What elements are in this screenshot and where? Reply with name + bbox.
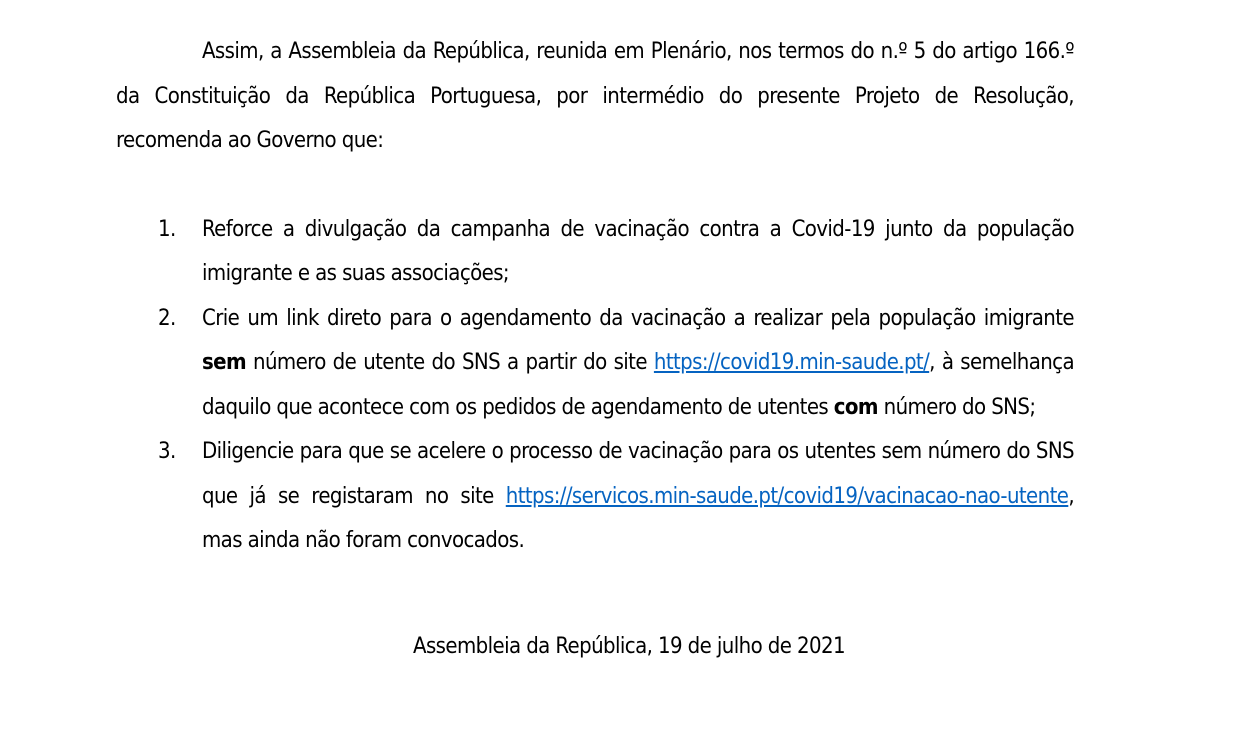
list-item-1 xyxy=(116,208,1074,297)
list-item-text: número do SNS; xyxy=(877,394,1036,420)
list-item-text: Diligencie para que se acelere o processo de vacinação para os utentes sem número do SNS que já se registaram no site xyxy=(202,439,1074,509)
intro-paragraph: Assim, a Assembleia da República, reunida em Plenário, nos termos do n.º 5 do artigo 166.º da Constituição da República Portuguesa, por intermédio do presente Projeto de Resolução, recomenda ao Governo que: xyxy=(116,39,1074,153)
list-item-3 xyxy=(116,430,1074,564)
bold-term-sem: sem xyxy=(202,350,247,375)
bold-term-com: com xyxy=(833,394,878,420)
list-item-text: número de utente do SNS a partir do site xyxy=(246,350,654,375)
covid19-site-link[interactable]: https://covid19.min-saude.pt/ xyxy=(653,350,930,375)
list-item-text: , mas ainda não foram convocados. xyxy=(202,483,1074,553)
list-item-number: 1. xyxy=(158,216,176,242)
list-item-text: Crie um link direto para o agendamento da vacinação a realizar pela população imigrante xyxy=(202,305,1074,331)
list-item-text: Reforce a divulgação da campanha de vacinação contra a Covid-19 junto da população imigrante e as suas associações; xyxy=(202,216,1074,286)
vaccination-registration-link[interactable]: https://servicos.min-saude.pt/covid19/vacinacao-nao-utente xyxy=(505,483,1069,509)
list-item-number: 2. xyxy=(158,305,176,331)
list-item-number: 3. xyxy=(158,439,176,464)
list-item-text: , à semelhança daquilo que acontece com os pedidos de agendamento de utentes xyxy=(202,350,1074,420)
recommendations-list xyxy=(116,208,1074,564)
document-body xyxy=(116,30,1074,564)
list-item-2 xyxy=(116,297,1074,431)
closing-date-line: Assembleia da República, 19 de julho de 2021 xyxy=(413,634,845,659)
